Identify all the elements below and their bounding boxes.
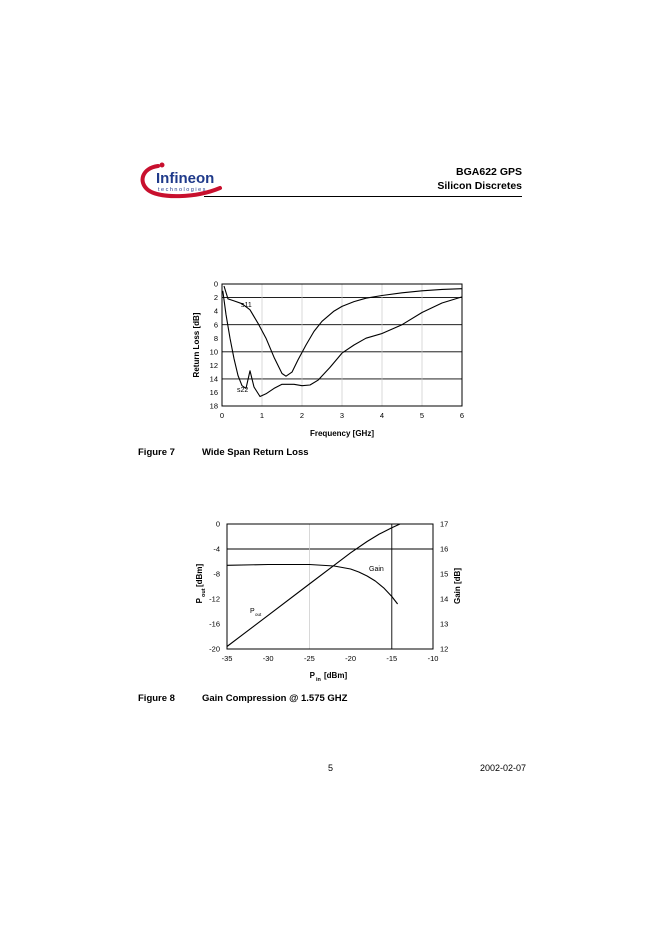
chart2-series [227,524,400,647]
svg-text:P: P [309,671,315,680]
chart2-right-y-ticks [440,520,448,654]
logo-text: Infineon [156,170,215,187]
chart1-x-tick-label: 0 [219,411,225,420]
figure8-title: Gain Compression @ 1.575 GHZ [202,693,348,704]
chart1-y-tick-label: 18 [209,401,218,411]
figure8-label: Figure 8 [138,693,175,704]
gain-compression-chart [180,512,480,688]
chart2-x-tick-label: -25 [303,654,315,663]
chart2-right-y-tick-label: 16 [440,544,449,554]
chart2-left-y-tick-label: -16 [209,619,220,629]
s22-series-label: s22 [237,387,249,394]
page-number: 5 [328,763,334,773]
chart2-right-y-tick-label: 12 [440,644,449,654]
chart2-left-y-tick-label: -12 [209,594,220,604]
chart1-y-tick-label: 10 [209,347,218,357]
chart1-x-tick-label: 5 [419,411,425,420]
chart2-plot-frame [227,524,433,649]
chart2-x-tick-label: -20 [345,654,357,663]
svg-text:[dBm]: [dBm] [195,563,204,587]
chart1-x-tick-label: 2 [299,411,305,420]
page-date: 2002-02-07 [479,763,526,773]
chart1-y-tick-label: 16 [209,388,218,398]
return-loss-chart [180,276,480,444]
chart1-y-tick-label: 8 [213,333,218,343]
document-subtitle: Silicon Discretes [437,180,522,192]
chart1-y-tick-label: 0 [213,279,218,289]
chart2-left-y-tick-label: -8 [213,569,220,579]
chart1-y-ticks [210,280,218,411]
chart2-x-tick-label: -35 [221,654,233,663]
chart2-left-y-axis-label [195,564,207,604]
chart2-x-axis-label [310,671,348,683]
chart1-x-axis-label: Frequency [GHz] [309,429,375,438]
chart2-right-y-axis-label: Gain [dB] [453,568,462,604]
chart1-grid [222,284,462,406]
svg-text:P: P [195,598,204,604]
chart2-x-tick-label: -15 [386,654,398,663]
chart1-y-tick-label: 14 [209,374,218,384]
chart1-x-tick-label: 3 [339,411,345,420]
chart2-right-y-tick-label: 13 [440,619,449,629]
infineon-logo [136,160,228,200]
header-divider [204,196,522,197]
svg-text:[dBm]: [dBm] [324,671,348,680]
chart1-y-tick-label: 2 [213,293,218,303]
chart2-x-ticks [222,654,439,663]
chart2-x-tick-label: -10 [427,654,439,663]
chart2-left-y-tick-label: -20 [209,644,220,654]
chart2-right-y-tick-label: 15 [440,569,449,579]
chart1-y-tick-label: 12 [209,360,218,370]
chart1-y-tick-label: 6 [213,320,218,330]
chart1-x-tick-label: 6 [459,411,465,420]
chart1-x-tick-label: 1 [259,411,265,420]
svg-text:in: in [316,677,321,683]
svg-text:P: P [250,608,255,615]
svg-text:out: out [201,588,207,597]
chart1-x-tick-label: 4 [379,411,385,420]
document-title: BGA622 GPS [456,166,522,178]
chart1-x-ticks [220,411,464,420]
chart1-series [223,286,462,397]
chart1-y-tick-label: 4 [213,306,218,316]
figure7-title: Wide Span Return Loss [202,447,309,458]
pout-series-label [250,608,262,617]
chart2-left-y-tick-label: 0 [215,519,220,529]
gain-series-label: Gain [369,566,384,573]
chart2-right-y-tick-label: 17 [440,519,449,529]
pout-line [227,524,400,647]
s11-line [224,286,462,376]
chart2-right-y-tick-label: 14 [440,594,449,604]
chart2-x-tick-label: -30 [262,654,274,663]
chart2-grid [227,524,433,649]
figure7-label: Figure 7 [138,447,175,458]
chart1-y-axis-label: Return Loss [dB] [192,312,201,378]
logo-subtext: technologies [158,187,207,193]
chart2-left-y-tick-label: -4 [213,544,220,554]
chart2-left-y-ticks [209,520,220,654]
svg-text:out: out [255,612,262,617]
s11-series-label: s11 [241,302,252,309]
